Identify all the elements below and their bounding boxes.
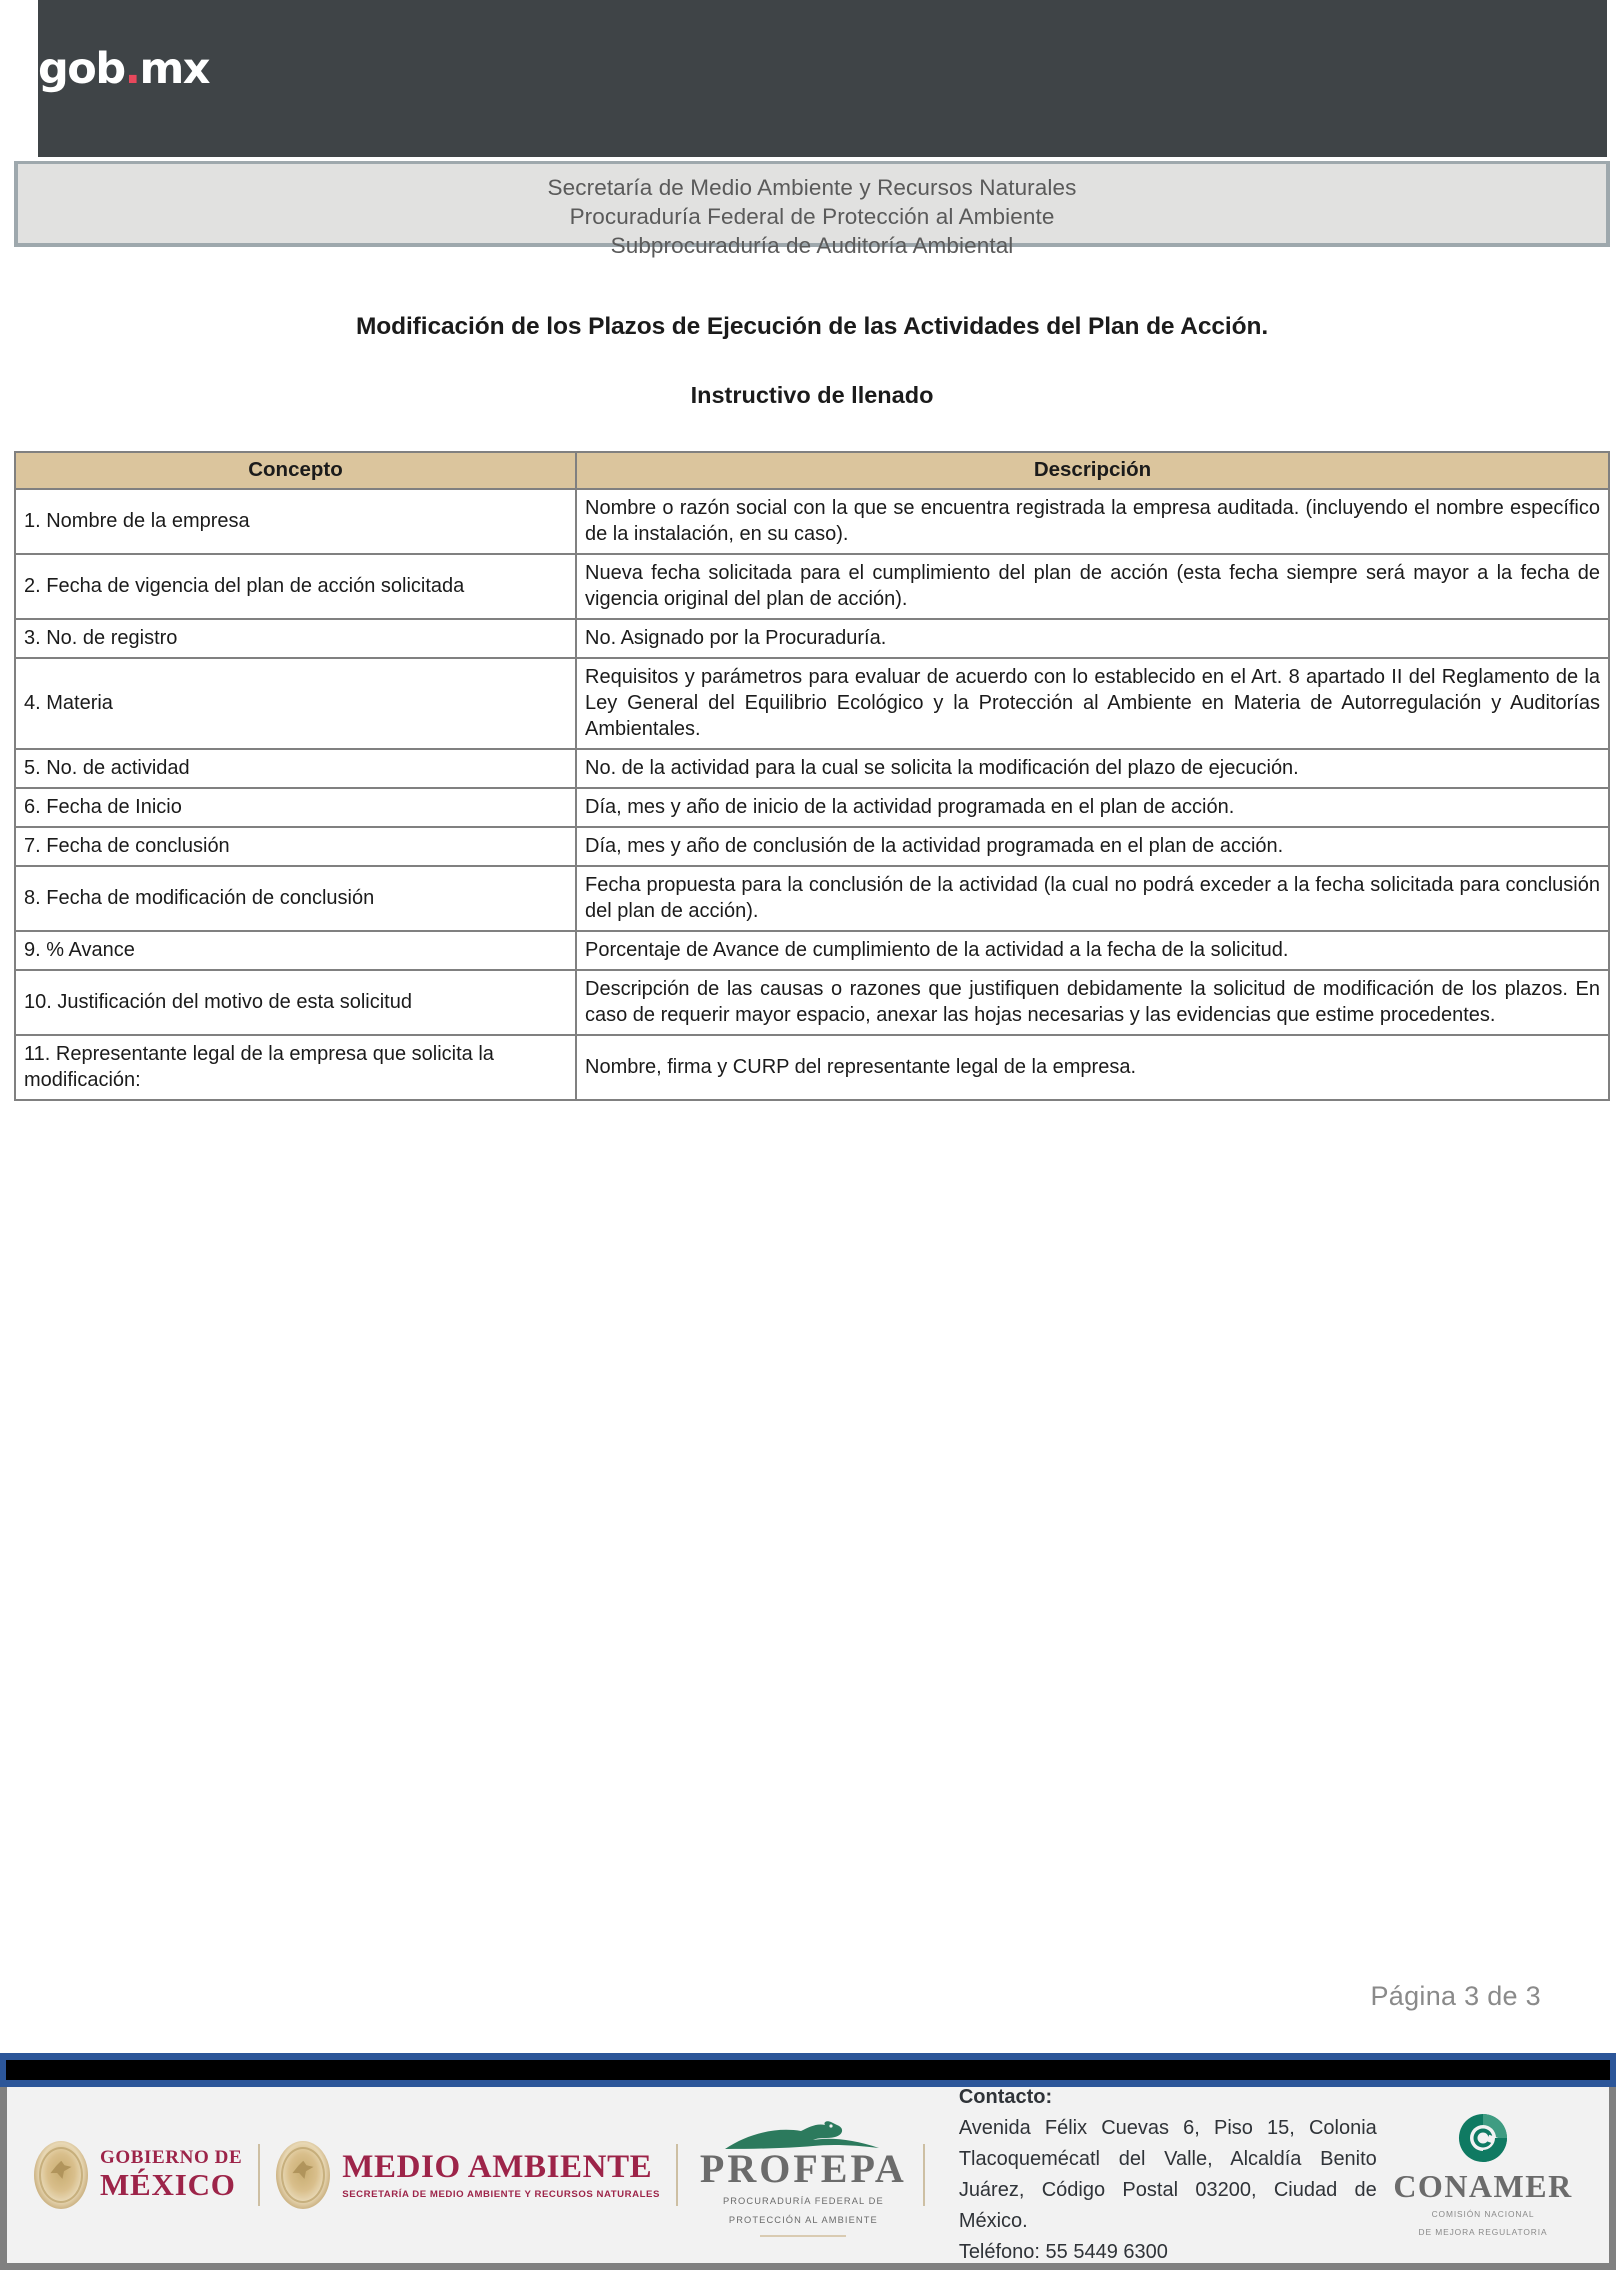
- conamer-mark-icon: [1457, 2112, 1509, 2164]
- cell-concepto: 3. No. de registro: [15, 619, 576, 658]
- column-header-descripcion: Descripción: [576, 452, 1609, 489]
- cell-descripcion: Requisitos y parámetros para evaluar de acuerdo con lo establecido en el Art. 8 apartado II del Reglamento de la Ley General del Equilibrio Ecológico y la Protección al Ambiente en Materia de Autorregulación y Auditorías Ambientales.: [576, 658, 1609, 749]
- table-row: [15, 788, 1609, 827]
- instructions-table: [14, 451, 1610, 1101]
- table-row: [15, 970, 1609, 1035]
- cell-descripcion: Día, mes y año de inicio de la actividad programada en el plan de acción.: [576, 788, 1609, 827]
- gobmx-logo: [38, 44, 209, 94]
- table-row: [15, 619, 1609, 658]
- table-row: [15, 931, 1609, 970]
- table-row: [15, 827, 1609, 866]
- logo-semarnat-line1: MEDIO AMBIENTE: [342, 2149, 653, 2186]
- table-row: [15, 489, 1609, 554]
- cell-descripcion: No. Asignado por la Procuraduría.: [576, 619, 1609, 658]
- footer-separator: [676, 2144, 678, 2206]
- table-row: [15, 554, 1609, 619]
- gobmx-logo-dot: .: [124, 44, 140, 94]
- logo-gobierno-line1: GOBIERNO DE: [100, 2147, 243, 2169]
- logo-profepa-sub2: PROTECCIÓN AL AMBIENTE: [728, 2215, 878, 2225]
- cell-concepto: 5. No. de actividad: [15, 749, 576, 788]
- gobmx-header-band: [38, 0, 1607, 157]
- table-row: [15, 1035, 1609, 1100]
- dependency-line-subprocuraduria: Subprocuraduría de Auditoría Ambiental: [610, 233, 1014, 258]
- footer-separator: [258, 2144, 260, 2206]
- cell-concepto: 2. Fecha de vigencia del plan de acción solicitada: [15, 554, 576, 619]
- logo-semarnat-line2: SECRETARÍA DE MEDIO AMBIENTE Y RECURSOS NATURALES: [342, 2188, 660, 2200]
- cell-concepto: 10. Justificación del motivo de esta solicitud: [15, 970, 576, 1035]
- page-number: Página 3 de 3: [1370, 1981, 1541, 2011]
- logo-semarnat: [276, 2141, 660, 2209]
- cell-descripcion: Nombre o razón social con la que se encuentra registrada la empresa auditada. (incluyendo el nombre específico de la instalación, en su caso).: [576, 489, 1609, 554]
- cell-descripcion: Nueva fecha solicitada para el cumplimiento del plan de acción (esta fecha siempre será mayor a la fecha de vigencia original del plan de acción).: [576, 554, 1609, 619]
- cell-descripcion: Descripción de las causas o razones que justifiquen debidamente la solicitud de modificación de los plazos. En caso de requerir mayor espacio, anexar las hojas necesarias y las evidencias que estime procedentes.: [576, 970, 1609, 1035]
- page-subtitle: Instructivo de llenado: [690, 382, 934, 408]
- footer-content: [0, 2087, 1616, 2270]
- column-header-concepto: Concepto: [15, 452, 576, 489]
- cell-descripcion: Día, mes y año de conclusión de la actividad programada en el plan de acción.: [576, 827, 1609, 866]
- table-row: [15, 866, 1609, 931]
- logo-conamer-sub1: COMISIÓN NACIONAL: [1431, 2209, 1535, 2219]
- cell-concepto: 9. % Avance: [15, 931, 576, 970]
- logo-gobierno-de-mexico: [34, 2141, 242, 2209]
- logo-profepa-sub1: PROCURADURÍA FEDERAL DE: [722, 2196, 884, 2206]
- profepa-bird-icon: [719, 2119, 887, 2153]
- table-header-row: [15, 452, 1609, 489]
- logo-profepa-rule: [760, 2235, 846, 2237]
- footer-separator: [923, 2144, 925, 2206]
- cell-concepto: 8. Fecha de modificación de conclusión: [15, 866, 576, 931]
- table-row: [15, 749, 1609, 788]
- contact-address: Avenida Félix Cuevas 6, Piso 15, Colonia Tlacoquemécatl del Valle, Alcaldía Benito Juárez, Código Postal 03200, Ciudad de México.: [958, 2117, 1377, 2232]
- cell-concepto: 4. Materia: [15, 658, 576, 749]
- logo-conamer: [1383, 2112, 1583, 2238]
- contact-title: Contacto:: [958, 2086, 1053, 2108]
- cell-concepto: 6. Fecha de Inicio: [15, 788, 576, 827]
- logo-conamer-sub2: DE MEJORA REGULATORIA: [1418, 2227, 1548, 2237]
- eagle-seal-icon: [276, 2141, 330, 2209]
- gobmx-logo-text-after: mx: [139, 44, 209, 94]
- dependency-header-box: [14, 161, 1610, 258]
- cell-descripcion: Fecha propuesta para la conclusión de la actividad (la cual no podrá exceder a la fecha solicitada para conclusión del plan de acción).: [576, 866, 1609, 931]
- cell-descripcion: Nombre, firma y CURP del representante legal de la empresa.: [576, 1035, 1609, 1100]
- logo-profepa: [700, 2113, 907, 2237]
- dependency-line-procuraduria: Procuraduría Federal de Protección al Ambiente: [569, 204, 1055, 229]
- logo-conamer-word: CONAMER: [1393, 2168, 1573, 2204]
- contact-block: [959, 2082, 1377, 2268]
- table-row: [15, 658, 1609, 749]
- dependency-line-secretaria: Secretaría de Medio Ambiente y Recursos Naturales: [547, 175, 1077, 200]
- cell-concepto: 11. Representante legal de la empresa que solicita la modificación:: [15, 1035, 576, 1100]
- logo-gobierno-line2: MÉXICO: [100, 2167, 236, 2203]
- gobmx-logo-text-before: gob: [38, 44, 125, 94]
- page-title: Modificación de los Plazos de Ejecución de las Actividades del Plan de Acción.: [355, 313, 1269, 340]
- page-footer: [0, 2053, 1616, 2270]
- cell-descripcion: Porcentaje de Avance de cumplimiento de la actividad a la fecha de la solicitud.: [576, 931, 1609, 970]
- footer-divider-inner: [6, 2060, 1610, 2080]
- eagle-seal-icon: [34, 2141, 88, 2209]
- contact-phone: Teléfono: 55 5449 6300: [958, 2241, 1168, 2263]
- cell-descripcion: No. de la actividad para la cual se solicita la modificación del plazo de ejecución.: [576, 749, 1609, 788]
- cell-concepto: 1. Nombre de la empresa: [15, 489, 576, 554]
- cell-concepto: 7. Fecha de conclusión: [15, 827, 576, 866]
- logo-profepa-word: PROFEPA: [699, 2146, 907, 2191]
